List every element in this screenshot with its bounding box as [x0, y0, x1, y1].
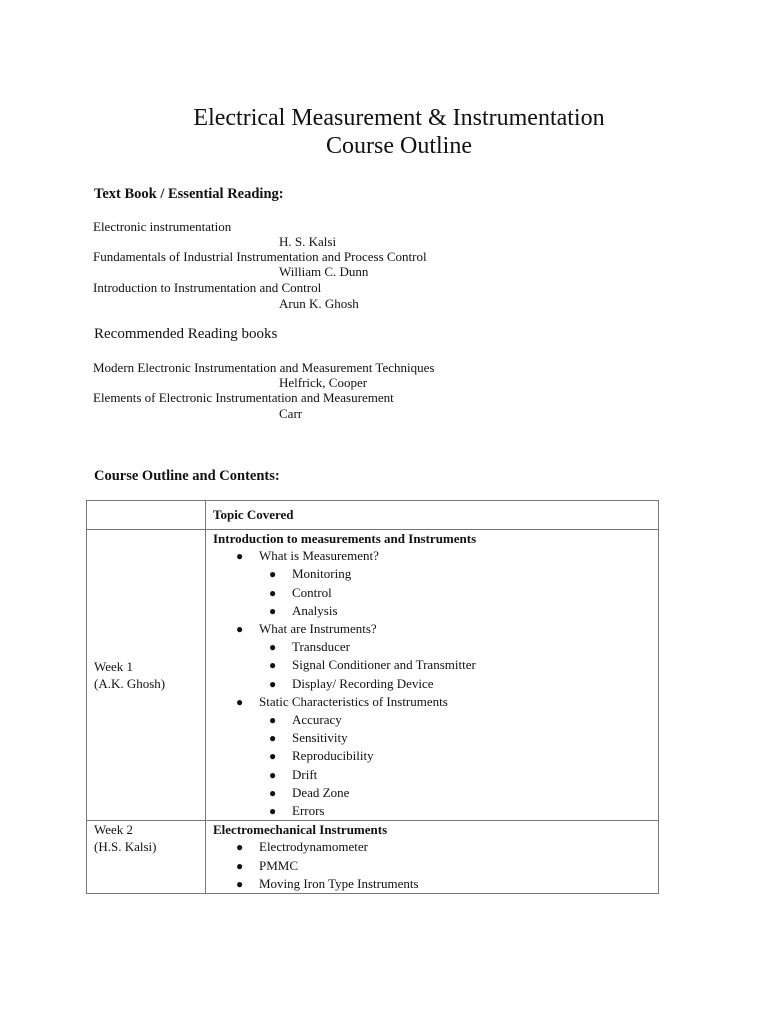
list-item: ● Monitoring [213, 565, 658, 583]
bullet-icon: ● [236, 549, 244, 564]
list-item: ● Display/ Recording Device [213, 675, 658, 693]
week-cell [87, 530, 206, 821]
topic-title: Introduction to measurements and Instruments [213, 531, 477, 546]
document-title [0, 104, 768, 160]
bullet-icon: ● [269, 676, 277, 691]
topic-covered-header: Topic Covered [213, 507, 294, 523]
week-header-cell [87, 501, 206, 530]
bullet-icon: ● [269, 640, 277, 655]
textbook-title-1: Electronic instrumentation [93, 219, 232, 234]
topic-cell [206, 530, 659, 821]
list-item: ● Moving Iron Type Instruments [213, 875, 658, 893]
list-item: ● Control [213, 584, 658, 602]
bullet-icon: ● [269, 603, 277, 618]
bullet-icon: ● [269, 658, 277, 673]
table-row-week-1 [87, 530, 659, 821]
list-item: ● Analysis [213, 602, 658, 620]
table-row-week-2 [87, 821, 659, 894]
week-reference: (A.K. Ghosh) [94, 676, 166, 692]
table-header-row [87, 501, 659, 530]
list-item: ● Errors [213, 802, 658, 820]
course-outline-table [86, 500, 659, 894]
list-item: ● Dead Zone [213, 784, 658, 802]
course-outline-heading: Course Outline and Contents: [94, 468, 280, 484]
bullet-icon: ● [269, 785, 277, 800]
list-item: ● What are Instruments? [213, 620, 658, 638]
textbook-title-2: Fundamentals of Industrial Instrumentation and Process Control [93, 249, 427, 264]
bullet-icon: ● [269, 731, 277, 746]
bullet-icon: ● [269, 567, 277, 582]
recommended-author-1: Helfrick, Cooper [279, 375, 368, 390]
textbook-author-3: Arun K. Ghosh [279, 296, 359, 311]
topic-header-cell [206, 501, 659, 530]
list-item: ● Electrodynamometer [213, 838, 658, 856]
list-item: ● Static Characteristics of Instruments [213, 693, 658, 711]
week-label: Week 1 [94, 658, 134, 674]
bullet-icon: ● [269, 585, 277, 600]
recommended-heading: Recommended Reading books [94, 326, 278, 342]
recommended-title-2: Elements of Electronic Instrumentation and Measurement [93, 390, 394, 405]
week-cell [87, 821, 206, 894]
bullet-icon: ● [236, 694, 244, 709]
topic-title: Electromechanical Instruments [213, 822, 388, 838]
title-line-1: Electrical Measurement & Instrumentation [193, 105, 605, 131]
list-item: ● What is Measurement? [213, 547, 658, 565]
bullet-icon: ● [236, 876, 244, 891]
textbook-title-3: Introduction to Instrumentation and Control [93, 280, 322, 295]
recommended-title-1: Modern Electronic Instrumentation and Measurement Techniques [93, 360, 435, 375]
bullet-icon: ● [236, 622, 244, 637]
list-item: ● Reproducibility [213, 747, 658, 765]
list-item: ● Sensitivity [213, 729, 658, 747]
recommended-author-2: Carr [279, 406, 303, 421]
title-line-2: Course Outline [326, 133, 472, 159]
bullet-icon: ● [269, 804, 277, 819]
bullet-icon: ● [269, 713, 277, 728]
list-item: ● Signal Conditioner and Transmitter [213, 656, 658, 674]
week-label: Week 2 [94, 822, 134, 838]
list-item: ● Accuracy [213, 711, 658, 729]
bullet-icon: ● [236, 858, 244, 873]
bullet-icon: ● [269, 749, 277, 764]
textbook-heading: Text Book / Essential Reading: [94, 186, 284, 202]
textbook-author-2: William C. Dunn [279, 264, 369, 279]
bullet-icon: ● [269, 767, 277, 782]
list-item: ● Drift [213, 766, 658, 784]
list-item: ● Transducer [213, 638, 658, 656]
topic-cell [206, 821, 659, 894]
week-reference: (H.S. Kalsi) [94, 839, 157, 855]
list-item: ● PMMC [213, 857, 658, 875]
bullet-icon: ● [236, 840, 244, 855]
textbook-author-1: H. S. Kalsi [279, 234, 337, 249]
